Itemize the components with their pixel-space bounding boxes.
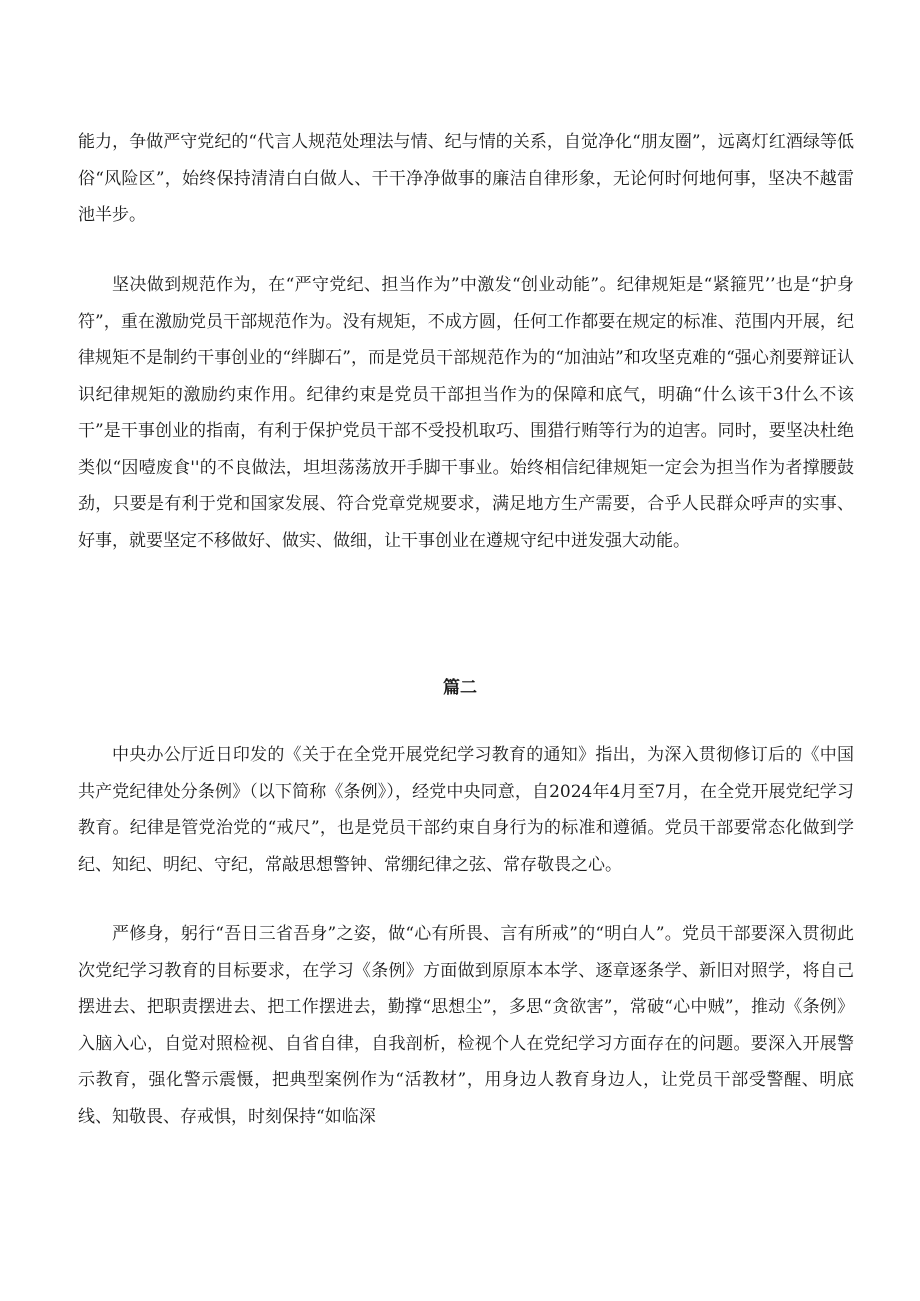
paragraph-self-cultivation: 严修身，躬行“吾日三省吾身”之姿，做“心有所畏、言有所戒”的“明白人”。党员干部要深入贯彻此次党纪学习教育的目标要求，在学习《条例》方面做到原原本本学、逐章逐条学、新旧对照学，将自己摆进去、把职责摆进去、把工作摆进去，勤撑“思想尘”，多思“贪欲害”，常破“心中贼”，推动《条例》入脑入心，自觉对照检视、自省自律，自我剖析，检视个人在党纪学习方面存在的问题。要深入开展警示教育，强化警示震慑，把典型案例作为“活教材”，用身边人教育身边人，让党员干部受警醒、明底线、知敬畏、存戒惧，时刻保持“如临深: [78, 924, 854, 1127]
section-heading: 篇二: [443, 678, 477, 698]
paragraph-notice-intro: 中央办公厅近日印发的《关于在全党开展党纪学习教育的通知》指出，为深入贯彻修订后的《中国共产党纪律处分条例》（以下简称《条例》），经党中央同意，自2024年4月至7月，在全党开展党纪学习教育。纪律是管党治党的“戒尺”，也是党员干部约束自身行为的标准和遵循。党员干部要常态化做到学纪、知纪、明纪、守纪，常敲思想警钟、常绷纪律之弦、常存敬畏之心。: [78, 745, 854, 875]
paragraph-standardized-conduct: 坚决做到规范作为，在“严守党纪、担当作为”中激发“创业动能”。纪律规矩是“紧箍咒’’也是“护身符”，重在激励党员干部规范作为。没有规矩，不成方圆，任何工作都要在规定的标准、范围内开展，纪律规矩不是制约干事创业的“绊脚石”，而是党员干部规范作为的“加油站”和攻坚克难的“强心剂要辩证认识纪律规矩的激励约束作用。纪律约束是党员干部担当作为的保障和底气，明确“什么该干3什么不该干”是干事创业的指南，有利于保护党员干部不受投机取巧、围猎行贿等行为的迫害。同时，要坚决杜绝类似“因噎废食''的不良做法，坦坦荡荡放开手脚干事业。始终相信纪律规矩一定会为担当作为者撑腰鼓劲，只要是有利于党和国家发展、符合党章党规要求，满足地方生产需要，合乎人民群众呼声的实事、好事，就要坚定不移做好、做实、做细，让干事创业在遵规守纪中迸发强大动能。: [78, 275, 854, 551]
paragraph-continuation: 能力，争做严守党纪的“代言人规范处理法与情、纪与情的关系，自觉净化“朋友圈”，远离灯红酒绿等低俗“风险区”，始终保持清清白白做人、干干净净做事的廉洁自律形象，无论何时何地何事，坚决不越雷池半步。: [78, 132, 854, 225]
